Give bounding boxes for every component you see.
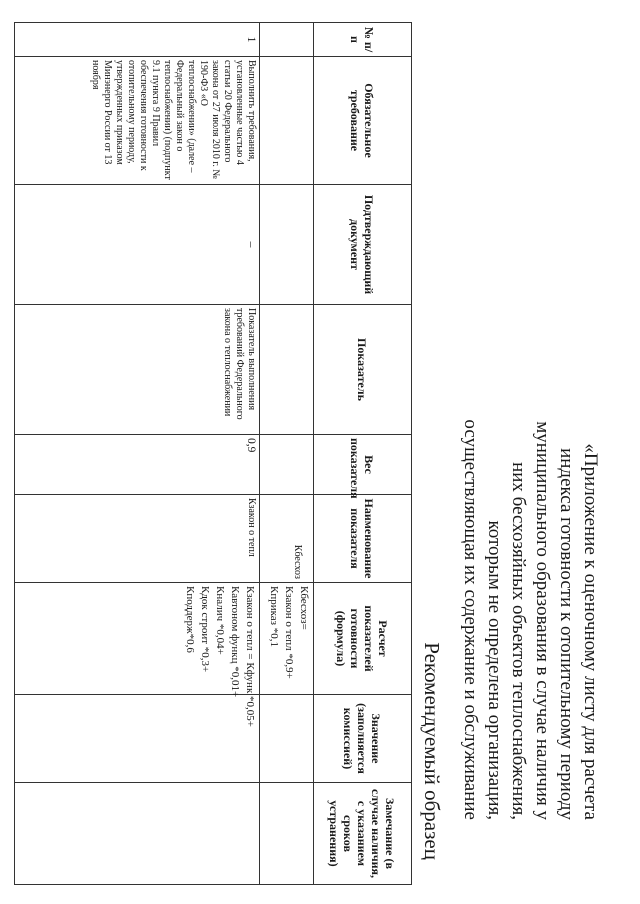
formula-line: Кбесхоз=: [298, 586, 310, 630]
row-num: 1: [15, 23, 260, 57]
header-num: № п/п: [314, 23, 412, 57]
recommended-sample-heading: Рекомендуемый образец: [420, 642, 444, 860]
header-weight: Вес показателя: [314, 435, 412, 495]
formula-line: Кавтоном функц *0,01+: [229, 586, 241, 698]
caption-line: которым не определена организация,: [484, 520, 505, 820]
row-document: –: [15, 185, 260, 305]
formula-line: Кналич *0,04+: [214, 586, 226, 655]
header-indicator: Показатель: [314, 305, 412, 435]
summary-formula: [260, 583, 314, 695]
row-indicator-name: Кзакон о тепл: [15, 495, 260, 583]
caption-line: индекса готовности к отопительному периоду: [556, 448, 577, 820]
row-formula: [15, 583, 260, 727]
requirements-table: [14, 22, 412, 885]
row-indicator: Показатель выполнения требований Федерального закона о теплоснабжении: [15, 305, 260, 435]
formula-line: Кприказ *0,1: [268, 586, 280, 648]
header-document: Подтверждающий документ: [314, 185, 412, 305]
caption-line: осуществляющая их содержание и обслуживание: [460, 419, 481, 820]
table-header-row: [314, 23, 412, 885]
formula-line: Кподдерж*0,6: [184, 586, 196, 653]
summary-indicator-name: Кбесхоз: [292, 544, 303, 579]
appendix-caption: [458, 60, 602, 820]
header-indicator-name: Наименование показателя: [314, 495, 412, 583]
header-value: Значение (заполняется комиссией): [314, 695, 412, 783]
header-requirement: Обязательное требование: [314, 57, 412, 185]
table-row-1: [15, 23, 260, 885]
header-remark: Замечание (в случае наличия, с указанием сроков устранения): [314, 783, 412, 885]
header-formula: Расчет показателей готовности (формула): [314, 583, 412, 695]
row-weight: 0,9: [15, 435, 260, 495]
caption-line: них бесхозяйных объектов теплоснабжения,: [508, 462, 529, 820]
row-remark: [15, 783, 260, 885]
summary-name-cell: [260, 495, 314, 583]
caption-line: муниципального образования в случае наличия у: [532, 421, 553, 820]
formula-line: Кзакон о тепл = Кфунк *0,05+: [244, 586, 256, 727]
row-value: [15, 695, 260, 783]
table-row-summary: [260, 23, 314, 885]
formula-line: Кзакон о тепл *0,9+: [283, 586, 295, 679]
row-requirement: Выполнить требования, установленные частью 4 статьи 20 Федерального закона от 27 июля 2010 г. № 190-ФЗ «О теплоснабжении» (далее – Федеральный закон о теплоснабжении) (подпункт 9.1 пункта 9 Правил обеспечения готовности к отопительному периоду, утвержденных приказом Минэнерго России от 13 ноября: [15, 57, 260, 185]
formula-line: Кдок строит *0,3+: [199, 586, 211, 673]
caption-line: «Приложение к оценочному листу для расчета: [580, 443, 601, 820]
